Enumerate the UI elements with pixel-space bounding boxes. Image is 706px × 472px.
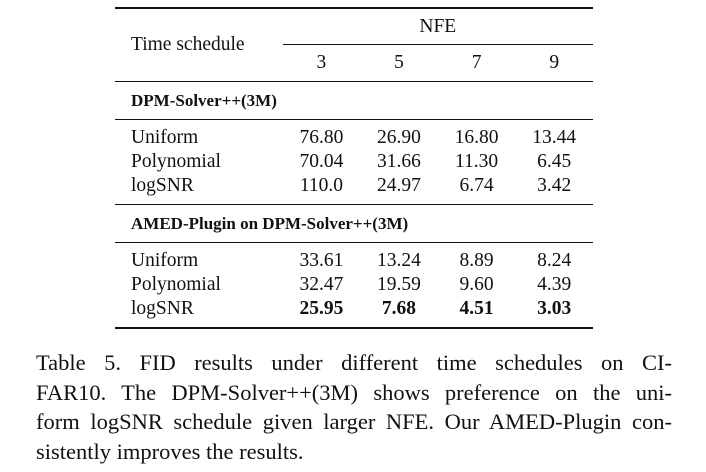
table-cell: 70.04 <box>299 151 344 172</box>
table-cell: 33.61 <box>283 243 361 274</box>
table-cell: 110.0 <box>299 175 343 196</box>
table-cell: 8.89 <box>438 243 516 274</box>
time-schedule-header: Time schedule <box>115 8 283 82</box>
table-cell-best: 3.03 <box>515 297 593 328</box>
nfe-value: 5 <box>394 52 404 73</box>
caption-line: FAR10. The DPM-Solver++(3M) shows preference on the uni- <box>36 379 672 405</box>
nfe-value: 3 <box>316 52 327 73</box>
table-cell: 31.66 <box>377 151 421 172</box>
table-cell: 9.60 <box>459 274 494 295</box>
table-cell: 76.80 <box>283 120 361 151</box>
table-cell-best: 4.51 <box>438 297 516 328</box>
table-row <box>115 273 593 297</box>
section-header-amed-plugin <box>115 205 593 243</box>
table-cell-best: 7.68 <box>360 297 438 328</box>
table-cell: 19.59 <box>377 274 421 295</box>
table-cell: 13.24 <box>360 243 438 274</box>
row-label: logSNR <box>131 175 194 196</box>
row-label: Uniform <box>115 120 283 151</box>
table-cell: 4.39 <box>537 274 572 295</box>
row-label: Uniform <box>115 243 283 274</box>
nfe-value: 9 <box>549 52 560 73</box>
caption-line: form logSNR schedule given larger NFE. Our AMED-Plugin con- <box>36 409 672 434</box>
section-header-dpm-solver <box>115 82 593 120</box>
table-caption <box>36 348 672 466</box>
table-cell: 13.44 <box>515 120 593 151</box>
table-row <box>115 174 593 205</box>
table-cell: 6.45 <box>537 151 572 172</box>
nfe-header: NFE <box>283 9 593 45</box>
table-cell: 6.74 <box>459 175 494 196</box>
nfe-value: 7 <box>471 52 482 73</box>
row-label: Polynomial <box>131 274 221 295</box>
row-label: Polynomial <box>131 151 221 172</box>
table-cell: 24.97 <box>377 175 421 196</box>
table-cell: 3.42 <box>537 175 572 196</box>
table-cell: 8.24 <box>515 243 593 274</box>
results-table-container <box>115 7 593 329</box>
caption-line: sistently improves the results. <box>36 438 304 464</box>
table-cell: 32.47 <box>299 274 344 295</box>
fid-results-table <box>115 7 593 329</box>
row-label: logSNR <box>115 297 283 328</box>
table-row <box>115 150 593 174</box>
table-cell: 11.30 <box>455 151 499 172</box>
section-title: DPM-Solver++(3M) <box>115 82 593 120</box>
header-row-1 <box>115 8 593 45</box>
table-cell: 16.80 <box>438 120 516 151</box>
table-cell-best: 25.95 <box>283 297 361 328</box>
table-row <box>115 297 593 328</box>
table-cell: 26.90 <box>360 120 438 151</box>
table-row <box>115 120 593 151</box>
caption-line: Table 5. FID results under different time schedules on CI- <box>36 350 672 375</box>
section-title: AMED-Plugin on DPM-Solver++(3M) <box>115 205 593 243</box>
table-row <box>115 243 593 274</box>
